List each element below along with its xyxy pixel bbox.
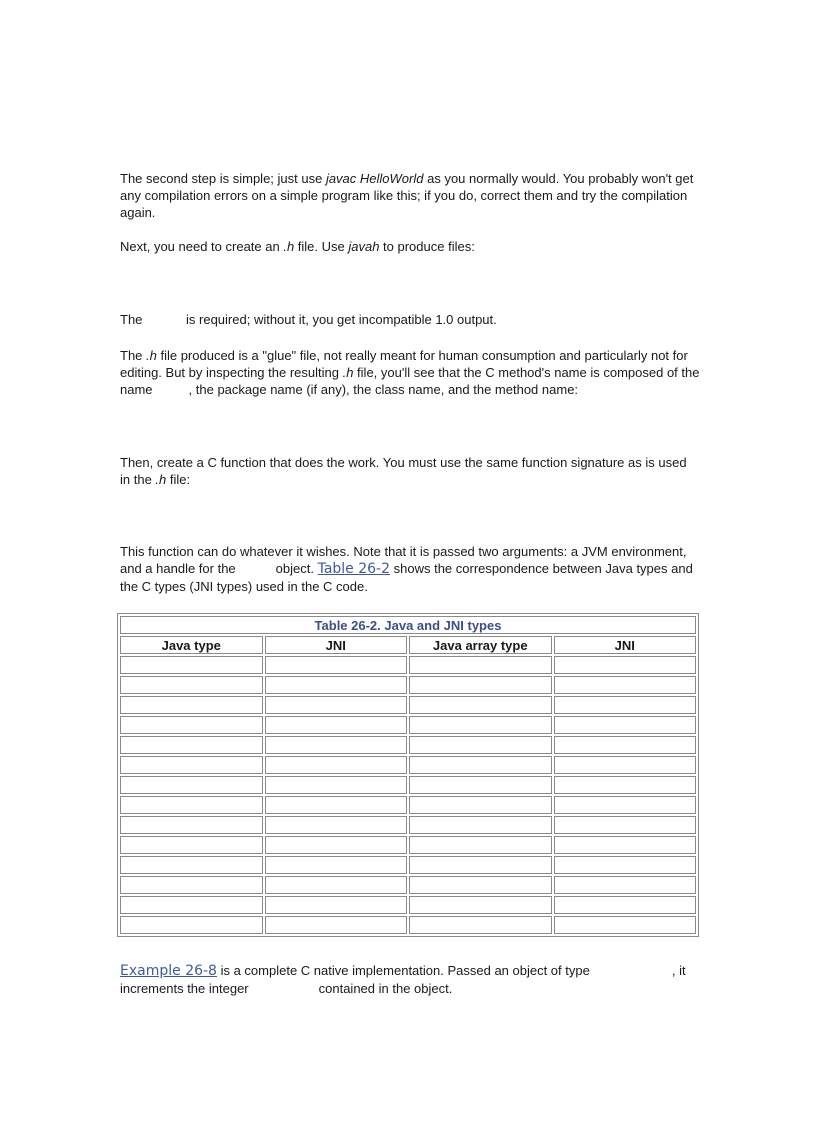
table-cell <box>120 876 263 894</box>
table-cell <box>265 696 408 714</box>
table-cell <box>265 776 408 794</box>
table-cell <box>409 776 552 794</box>
table-row <box>120 856 696 874</box>
text: shows the correspondence between Java types and the C types (JNI types) used in the C code. <box>120 561 693 594</box>
header-java-type: Java type <box>120 636 263 654</box>
table-cell <box>409 736 552 754</box>
inline-command-javah: javah <box>348 239 380 254</box>
text: file: <box>166 472 191 487</box>
table-cell <box>265 916 408 934</box>
inline-filename: .h <box>155 472 167 487</box>
text: is a complete C native implementation. Passed an object of type <box>216 963 590 978</box>
table-cell <box>409 816 552 834</box>
text: is required; without it, you get incompatible 1.0 output. <box>182 312 497 327</box>
table-cell <box>554 876 697 894</box>
table-cell <box>120 756 263 774</box>
text: to produce files: <box>379 239 475 254</box>
table-row <box>120 716 696 734</box>
example-26-8-link[interactable]: Example 26-8 <box>120 963 217 979</box>
table-cell <box>120 796 263 814</box>
table-cell <box>265 836 408 854</box>
table-cell <box>265 876 408 894</box>
table-cell <box>265 896 408 914</box>
paragraph-glue-file <box>120 347 700 398</box>
text: as you normally would. You probably won't get any compilation errors on a simple program like this; if you do, correct them and try the compilation again. <box>120 171 694 220</box>
text: The <box>120 348 147 363</box>
table-cell <box>409 796 552 814</box>
table-cell <box>120 836 263 854</box>
table-cell <box>554 916 697 934</box>
table-26-2-link[interactable]: Table 26-2 <box>317 561 391 577</box>
table-row <box>120 696 696 714</box>
table-cell <box>265 656 408 674</box>
table-cell <box>409 896 552 914</box>
table-cell <box>409 716 552 734</box>
text: contained in the object. <box>318 981 453 996</box>
table-cell <box>409 876 552 894</box>
java-jni-types-table <box>117 613 699 937</box>
text: , it increments the integer <box>120 963 686 996</box>
table-cell <box>409 756 552 774</box>
text: Then, create a C function that does the work. You must use the same function signature as is used in the <box>120 455 687 487</box>
paragraph-example-intro <box>120 962 700 997</box>
table-cell <box>554 836 697 854</box>
table-cell <box>265 856 408 874</box>
table-row <box>120 676 696 694</box>
text: file produced is a "glue" file, not really meant for human consumption and particularly not for editing. But by inspecting the resulting <box>120 348 688 380</box>
text: The second step is simple; just use <box>120 171 326 186</box>
table-cell <box>120 656 263 674</box>
table-cell <box>265 816 408 834</box>
table-cell <box>265 796 408 814</box>
table-cell <box>554 696 697 714</box>
table-header-row <box>120 636 696 654</box>
table-cell <box>409 916 552 934</box>
table-cell <box>554 756 697 774</box>
header-jni: JNI <box>265 636 408 654</box>
table-cell <box>409 656 552 674</box>
table-cell <box>120 696 263 714</box>
header-java-array-type: Java array type <box>409 636 552 654</box>
table-cell <box>409 856 552 874</box>
table-cell <box>554 816 697 834</box>
table-row <box>120 796 696 814</box>
table-row <box>120 756 696 774</box>
table-cell <box>265 756 408 774</box>
table-row <box>120 816 696 834</box>
table-cell <box>120 736 263 754</box>
table-cell <box>265 716 408 734</box>
table-cell <box>554 776 697 794</box>
table-row <box>120 736 696 754</box>
table-row <box>120 836 696 854</box>
table-row <box>120 776 696 794</box>
table-cell <box>265 736 408 754</box>
table-cell <box>554 796 697 814</box>
table-cell <box>409 696 552 714</box>
inline-code-javac: javac HelloWorld <box>325 171 424 186</box>
table-cell <box>554 736 697 754</box>
table-row <box>120 876 696 894</box>
text: object. <box>275 561 318 576</box>
table-cell <box>120 916 263 934</box>
table-row <box>120 656 696 674</box>
paragraph-required-flag <box>120 311 700 328</box>
table-cell <box>554 896 697 914</box>
table-cell <box>409 676 552 694</box>
table-row <box>120 896 696 914</box>
table-row <box>120 916 696 934</box>
text: This function can do whatever it wishes. Note that it is passed two arguments: a JVM environment, and a handle for the <box>120 544 687 576</box>
text: The <box>120 312 143 327</box>
table-cell <box>120 776 263 794</box>
table-cell <box>120 896 263 914</box>
table-cell <box>554 716 697 734</box>
table-caption: Table 26-2. Java and JNI types <box>120 616 696 634</box>
paragraph-compile-step <box>120 170 700 221</box>
table-cell <box>120 816 263 834</box>
table-cell <box>120 676 263 694</box>
text: Next, you need to create an <box>120 239 284 254</box>
table-cell <box>120 716 263 734</box>
paragraph-create-c-function <box>120 454 700 488</box>
text: , the package name (if any), the class name, and the method name: <box>188 382 579 397</box>
table-caption-row <box>120 616 696 634</box>
table-cell <box>554 856 697 874</box>
table-cell <box>554 656 697 674</box>
inline-filename: .h <box>283 239 295 254</box>
table-cell <box>120 856 263 874</box>
paragraph-create-h-file <box>120 238 700 255</box>
text: file. Use <box>294 239 349 254</box>
table-cell <box>265 676 408 694</box>
header-jni-array: JNI <box>554 636 697 654</box>
table-cell <box>409 836 552 854</box>
table-cell <box>554 676 697 694</box>
paragraph-function-args <box>120 543 700 595</box>
inline-filename: .h <box>146 348 157 363</box>
text: file, you'll see that the C method's name is composed of the name <box>120 365 700 397</box>
inline-filename: .h <box>342 365 354 380</box>
